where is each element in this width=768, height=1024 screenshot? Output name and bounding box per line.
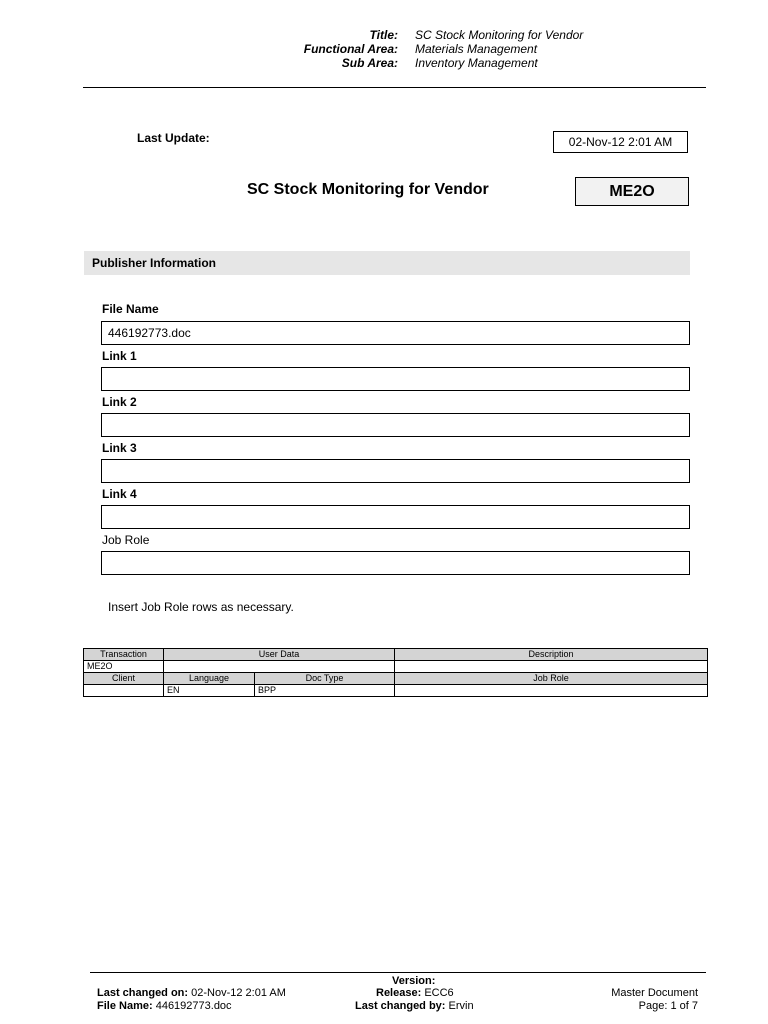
last-update-label: Last Update: [137, 131, 210, 145]
link-4-field[interactable] [101, 505, 690, 529]
transaction-code-box: ME2O [575, 177, 689, 206]
footer-page-number: Page: 1 of 7 [638, 1000, 698, 1012]
table-header-row [84, 673, 708, 685]
footer-master-document: Master Document [611, 987, 698, 999]
header-title-key: Title: [369, 28, 398, 42]
file-name-field[interactable]: 446192773.doc [101, 321, 690, 345]
header-title-value: SC Stock Monitoring for Vendor [415, 28, 584, 42]
link-4-label: Link 4 [102, 487, 137, 501]
header-sub-area-value: Inventory Management [415, 56, 538, 70]
link-3-field[interactable] [101, 459, 690, 483]
footer-file-name-label: File Name: [97, 1000, 153, 1012]
header-functional-area-value: Materials Management [415, 42, 538, 56]
table-cell [164, 661, 395, 673]
footer-file-name [97, 1000, 232, 1013]
table-row [84, 685, 708, 697]
link-2-label: Link 2 [102, 395, 137, 409]
footer-divider [90, 972, 706, 973]
job-role-note: Insert Job Role rows as necessary. [108, 600, 294, 614]
header-sub-area-key: Sub Area: [341, 56, 398, 70]
table-cell: BPP [255, 685, 395, 697]
footer-last-changed-by [355, 1000, 474, 1013]
table-header-cell: Language [164, 673, 255, 685]
table-header-row [84, 649, 708, 661]
footer-last-changed-on-value: 02-Nov-12 2:01 AM [191, 987, 286, 999]
table-header-cell: Doc Type [255, 673, 395, 685]
table-row [84, 661, 708, 673]
link-2-field[interactable] [101, 413, 690, 437]
footer-release [376, 987, 454, 1000]
footer-version-label: Version: [392, 975, 436, 987]
link-1-field[interactable] [101, 367, 690, 391]
table-cell: EN [164, 685, 255, 697]
table-cell: ME2O [84, 661, 164, 673]
footer-last-changed-by-value: Ervin [448, 1000, 474, 1012]
transaction-table [83, 648, 708, 697]
table-header-cell: User Data [164, 649, 395, 661]
job-role-label: Job Role [102, 533, 150, 547]
table-cell [395, 661, 708, 673]
header-divider [83, 87, 706, 88]
link-1-label: Link 1 [102, 349, 137, 363]
footer-file-name-value: 446192773.doc [155, 1000, 232, 1012]
footer-release-value: ECC6 [424, 987, 454, 999]
job-role-field[interactable] [101, 551, 690, 575]
footer-last-changed-on [97, 987, 286, 1000]
table-header-cell: Transaction [84, 649, 164, 661]
table-header-cell: Job Role [395, 673, 708, 685]
table-header-cell: Description [395, 649, 708, 661]
footer-last-changed-on-label: Last changed on: [97, 987, 189, 999]
file-name-label: File Name [102, 302, 159, 316]
table-cell [84, 685, 164, 697]
footer-last-changed-by-label: Last changed by: [355, 1000, 446, 1012]
footer-release-label: Release: [376, 987, 422, 999]
link-3-label: Link 3 [102, 441, 137, 455]
publisher-section-header: Publisher Information [84, 251, 690, 275]
table-header-cell: Client [84, 673, 164, 685]
table-cell [395, 685, 708, 697]
last-update-value: 02-Nov-12 2:01 AM [553, 131, 688, 153]
document-title: SC Stock Monitoring for Vendor [247, 181, 489, 198]
header-functional-area-key: Functional Area: [303, 42, 398, 56]
